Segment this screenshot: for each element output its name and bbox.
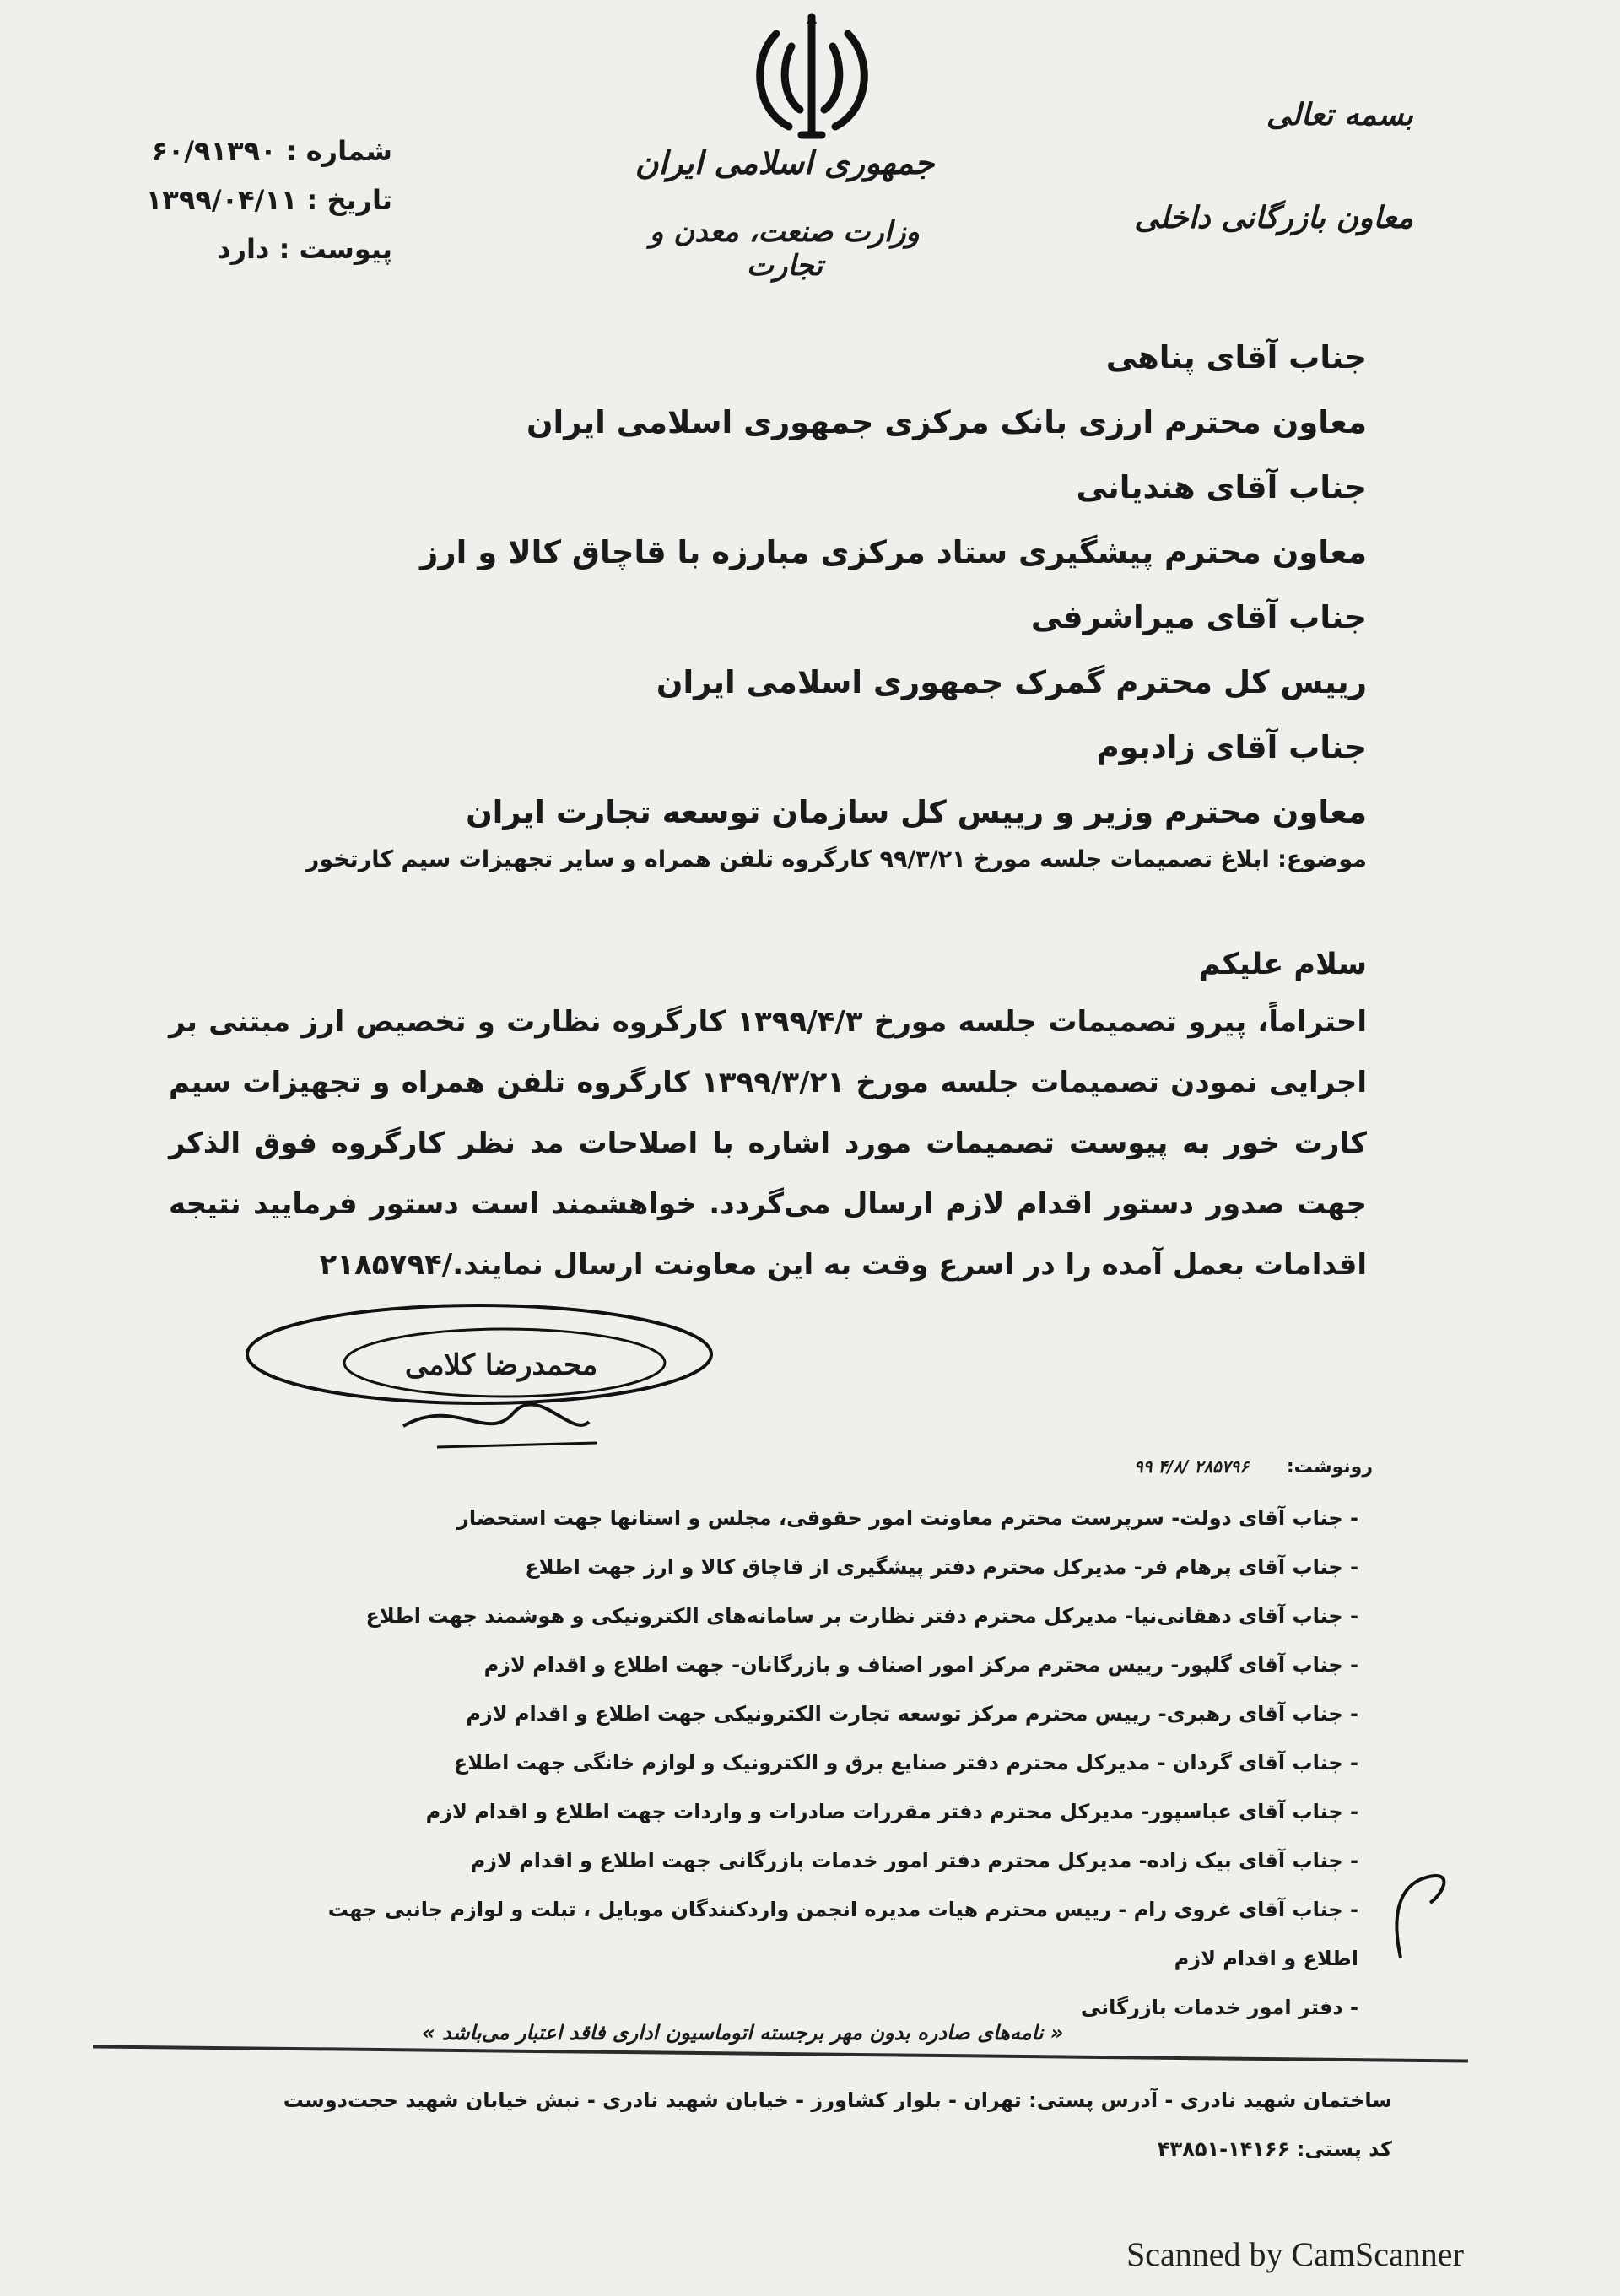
header-center <box>608 143 962 283</box>
letter-attachment: دارد <box>217 233 270 265</box>
addressee-line: جناب آقای هندیانی <box>1076 469 1367 505</box>
greeting: سلام علیکم <box>1198 948 1367 981</box>
signer-name: محمدرضا کلامی <box>405 1348 598 1382</box>
addressee-line: جناب آقای میراشرفی <box>1030 599 1367 635</box>
cc-reference: ۲۸۵۷۹۶ /۴/۸ ۹۹ <box>1134 1456 1249 1477</box>
cc-item: - جناب آقای دهقانی‌نیا- مدیرکل محترم دفتر نظارت بر سامانه‌های الکترونیکی و هوشمند جهت اطلاع <box>365 1604 1358 1628</box>
addressee-line: معاون محترم پیشگیری ستاد مرکزی مبارزه با قاچاق کالا و ارز <box>420 534 1367 570</box>
attachment-label: پیوست : <box>278 233 392 265</box>
addressee-line: جناب آقای پناهی <box>1105 339 1367 375</box>
cc-heading: رونوشت: <box>1286 1456 1373 1478</box>
country-name: جمهوری اسلامی ایران <box>634 143 935 181</box>
cc-item: - جناب آقای رهبری- رییس محترم مرکز توسعه تجارت الکترونیکی جهت اطلاع و اقدام لازم <box>466 1702 1358 1726</box>
letter-date: ۱۳۹۹/۰۴/۱۱ <box>145 184 298 216</box>
cc-item: - جناب آقای گلپور- رییس محترم مرکز امور اصناف و بازرگانان- جهت اطلاع و اقدام لازم <box>483 1653 1358 1677</box>
letter-number-row <box>146 127 392 176</box>
invocation: بسمه تعالی <box>1266 97 1413 132</box>
postal-address: ساختمان شهید نادری - آدرس پستی: تهران - بلوار کشاورز - خیابان شهید نادری - نبش خیابان شهید حجت‌دوست <box>283 2088 1392 2112</box>
postal-address-block <box>253 2076 1392 2174</box>
addressee-line: معاون محترم ارزی بانک مرکزی جمهوری اسلامی ایران <box>526 404 1367 440</box>
iran-emblem-icon <box>742 8 882 143</box>
cc-item: - جناب آقای گردان - مدیرکل محترم دفتر صنایع برق و الکترونیک و لوازم خانگی جهت اطلاع <box>453 1751 1358 1775</box>
validity-note: « نامه‌های صادره بدون مهر برجسته اتوماسیون اداری فاقد اعتبار می‌باشد » <box>422 2021 1064 2045</box>
cc-item: - جناب آقای دولت- سرپرست محترم معاونت امور حقوقی، مجلس و استانها جهت استحضار <box>457 1506 1358 1530</box>
cc-item: - جناب آقای عباسپور- مدیرکل محترم دفتر مقررات صادرات و واردات جهت اطلاع و اقدام لازم <box>425 1800 1358 1823</box>
letter-number: ۶۰/۹۱۳۹۰ <box>151 135 277 167</box>
subject-line: موضوع: ابلاغ تصمیمات جلسه مورخ ۹۹/۳/۲۱ کارگروه تلفن همراه و سایر تجهیزات سیم کارتخور <box>305 846 1367 872</box>
letter-attachment-row <box>146 224 392 273</box>
date-label: تاریخ : <box>306 184 392 216</box>
ministry-name: وزارت صنعت، معدن و تجارت <box>650 215 920 283</box>
cc-item: - جناب آقای پرهام فر- مدیرکل محترم دفتر پیشگیری از قاچاق کالا و ارز جهت اطلاع <box>525 1555 1358 1579</box>
number-label: شماره : <box>285 135 392 167</box>
header-right <box>1134 97 1413 235</box>
handwritten-mark-icon <box>1367 1844 1451 1962</box>
postal-code: کد پستی: ۱۴۱۶۶-۴۳۸۵۱ <box>1157 2137 1392 2161</box>
cc-item: اطلاع و اقدام لازم <box>1174 1947 1358 1970</box>
addressee-line: رییس کل محترم گمرک جمهوری اسلامی ایران <box>656 664 1367 700</box>
cc-list <box>8 1494 1358 2032</box>
office-title: معاون بازرگانی داخلی <box>1134 200 1413 235</box>
letter-meta <box>146 127 392 273</box>
addressee-line: معاون محترم وزیر و رییس کل سازمان توسعه تجارت ایران <box>466 794 1367 830</box>
scanner-watermark: Scanned by CamScanner <box>1126 2235 1464 2273</box>
addressee-list <box>354 325 1367 845</box>
cc-item: - دفتر امور خدمات بازرگانی <box>1080 1996 1358 2019</box>
cc-item: - جناب آقای بیک زاده- مدیرکل محترم دفتر امور خدمات بازرگانی جهت اطلاع و اقدام لازم <box>470 1849 1358 1872</box>
footer-divider <box>93 2045 1468 2062</box>
cc-item: - جناب آقای غروی رام - رییس محترم هیات مدیره انجمن واردکنندگان موبایل ، تبلت و لوازم جانبی جهت <box>327 1898 1358 1921</box>
letter-date-row <box>146 176 392 224</box>
addressee-line: جناب آقای زادبوم <box>1096 729 1367 765</box>
letter-body: احتراماً، پیرو تصمیمات جلسه مورخ ۱۳۹۹/۴/۳ کارگروه نظارت و تخصیص ارز مبتنی بر اجرایی نمودن تصمیمات جلسه مورخ ۱۳۹۹/۳/۲۱ کارگروه تلفن همراه و تجهیزات سیم کارت خور به پیوست تصمیمات مورد اشاره با اصلاحات مد نظر کارگروه فوق الذکر جهت صدور دستور اقدام لازم ارسال می‌گردد. خواهشمند است دستور فرمایید نتیجه اقدامات بعمل آمده را در اسرع وقت به این معاونت ارسال نمایند./۲۱۸۵۷۹۴ <box>169 1005 1367 1282</box>
